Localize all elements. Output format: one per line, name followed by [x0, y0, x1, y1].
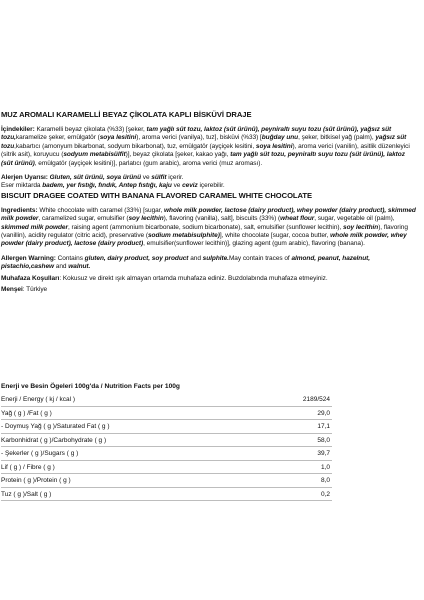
text-run: tam yağlı süt tozu, peyniraltı suyu tozu (süt ürünü), laktoz (süt ürünü) [1, 151, 405, 167]
text-run: gluten, dairy product, soy product [84, 254, 189, 262]
nutrition-row [1, 407, 332, 421]
text-run: soy lecithin [128, 215, 164, 223]
nutrient-value: 17,1 [317, 423, 330, 430]
text-run: buğday unu [261, 134, 299, 142]
nutrient-name: - Şekerler ( g )/Sugars ( g ) [1, 450, 79, 457]
text-run: Karamelli beyaz çikolata (%33) [şeker, [34, 126, 147, 133]
text-run: whole milk powder, whey powder (dairy product), lactose (dairy product) [1, 232, 407, 248]
turkish-trace-warning [1, 182, 417, 190]
text-run: ], white chocolate [sugar, cocoa butter, [219, 232, 331, 240]
text-run: Ingredients: [1, 206, 38, 214]
text-run: ,kabartıcı (amonyum bikarbonat, sodyum bikarbonat), tuz, emülgatör (ayçiçek lesitini, [14, 142, 256, 150]
text-run: and [188, 254, 203, 262]
text-run: , emülgatör (ayçiçek lesitini)], parlatıcı (gum arabic), aroma verici (muz aroması). [34, 159, 263, 167]
turkish-allergen-warning [1, 174, 417, 182]
text-run: ceviz [182, 182, 198, 190]
text-run: Eser miktarda [1, 182, 43, 190]
nutrition-row [1, 488, 332, 502]
text-run: içerebilir. [197, 182, 225, 190]
turkish-ingredients-text [1, 126, 410, 167]
text-run: )], beyaz çikolata [şeker, kakao yağı, [125, 151, 231, 159]
text-run: yağsız süt tozu [1, 134, 407, 150]
nutrition-row [1, 447, 332, 461]
english-product-title: BISCUIT DRAGEE COATED WITH BANANA FLAVORED CARAMEL WHITE CHOCOLATE [1, 190, 312, 200]
nutrient-name: Enerji / Energy ( kj / kcal ) [1, 396, 76, 403]
nutrient-name: - Doymuş Yağ ( g )/Saturated Fat ( g ) [1, 423, 110, 430]
text-run: sülfit [151, 174, 167, 182]
nutrition-facts-table [1, 382, 332, 501]
nutrient-value: 29,0 [317, 409, 330, 417]
text-run: ), aroma verici (vanilin), asitlik düzenleyici (sitrik asit), koruyucu ( [1, 142, 410, 159]
text-run: , sugar, vegetable oil (palm), [314, 215, 395, 223]
text-run: : Kokusuz ve direkt ışık almayan ortamda muhafaza ediniz. Buzdolabında muhafaza etmeyiniz. [59, 274, 328, 282]
english-allergen-warning [1, 255, 417, 272]
nutrition-row [1, 474, 332, 488]
text-run: içerir. [166, 174, 184, 182]
text-run: , emulsifier(sunflower lecithin)], glazing agent (gum arabic), flavoring (banana). [143, 240, 365, 248]
text-run: soya lesitini [255, 142, 293, 150]
nutrient-value: 58,0 [317, 436, 330, 444]
nutrient-value: 1,0 [320, 463, 330, 471]
turkish-product-title: MUZ AROMALI KARAMELLİ BEYAZ ÇİKOLATA KAPLI BİSKÜVİ DRAJE [1, 110, 252, 119]
country-of-origin [1, 286, 417, 294]
text-run: Alerjen Uyarısı: [1, 174, 50, 182]
turkish-ingredients [1, 126, 417, 168]
nutrient-name: Lif ( g ) / Fibre ( g ) [1, 463, 55, 471]
nutrition-rows [1, 393, 332, 501]
nutrition-facts-title: Enerji ve Besin Ögeleri 100g'da / Nutrition Facts per 100g [1, 383, 180, 390]
text-run: Menşei [1, 286, 23, 294]
nutrition-row [1, 420, 332, 434]
nutrient-name: Tuz ( g )/Salt ( g ) [1, 490, 52, 498]
text-run: ), aroma verici (vanilya), tuz], bisküvi (%33) [ [136, 134, 262, 142]
text-run: karamelize şeker, emülgatör ( [15, 134, 100, 142]
nutrient-name: Yağ ( g ) /Fat ( g ) [1, 409, 52, 417]
text-run: walnut. [68, 263, 91, 271]
text-run: tam yağlı süt tozu, laktoz (süt ürünü), peyniraltı suyu tozu (süt ürünü), yağsız süt tozu, [1, 126, 392, 142]
label-text-block [0, 110, 417, 295]
nutrition-row [1, 393, 332, 407]
nutrient-value: 8,0 [320, 477, 330, 484]
text-run: ), flavoring (vanillin), acidity regulator (citric acid), preservative ( [1, 223, 408, 240]
text-run: badem, yer fıstığı, fındık, Antep fıstığı, kaju [42, 182, 172, 190]
turkish-ingredients-label: İçindekiler: [1, 126, 35, 133]
text-run: whole milk powder, lactose (dairy product), whey powder (dairy product), skimmed milk powder [1, 206, 416, 223]
text-run: Allergen Warning: [1, 254, 56, 262]
text-run: and [54, 263, 69, 271]
text-run: , şeker, bitkisel yağ (palm), [298, 134, 376, 142]
storage-conditions [1, 275, 417, 283]
text-run: sodium metabisulphite) [147, 232, 220, 240]
nutrient-name: Karbonhidrat ( g )/Carbohydrate ( g ) [1, 436, 107, 444]
text-run: : Türkiye [22, 286, 48, 294]
text-run: , raising agent (ammonium bicarbonate, sodium bicarbonate), salt, emulsifier (sunflower lecithin), [67, 223, 344, 231]
text-run: , caramelized sugar, emulsifier ( [38, 215, 129, 223]
text-run: Gluten, süt ürünü, soya ürünü [49, 174, 142, 182]
text-run: White chocolate with caramel (33%) [sugar, [37, 206, 165, 214]
text-run: ve [171, 182, 183, 190]
text-run: May contain traces of [228, 254, 292, 262]
nutrition-row [1, 461, 332, 475]
nutrient-value: 2189/524 [302, 396, 330, 403]
text-run: ), flavoring (vanilla), salt], biscuits (33%) ( [163, 215, 281, 223]
text-run: wheat flour [280, 215, 315, 223]
text-run: sodyum metabisülfit [63, 151, 126, 159]
text-run: soya lesitini [99, 134, 137, 142]
text-run: Contains [55, 254, 85, 262]
text-run: soy lecithin [343, 223, 379, 231]
text-run: skimmed milk powder [1, 223, 68, 231]
nutrient-value: 39,7 [317, 450, 330, 457]
nutrient-name: Protein ( g )/Protein ( g ) [1, 477, 71, 484]
text-run: Muhafaza Koşulları [1, 274, 60, 282]
nutrient-value: 0,2 [320, 490, 330, 498]
english-ingredients [1, 207, 417, 249]
nutrition-row [1, 434, 332, 448]
text-run: ve [141, 174, 152, 182]
text-run: almond, peanut, hazelnut, pistachio,cashew [1, 254, 370, 271]
text-run: sulphite. [202, 254, 229, 262]
